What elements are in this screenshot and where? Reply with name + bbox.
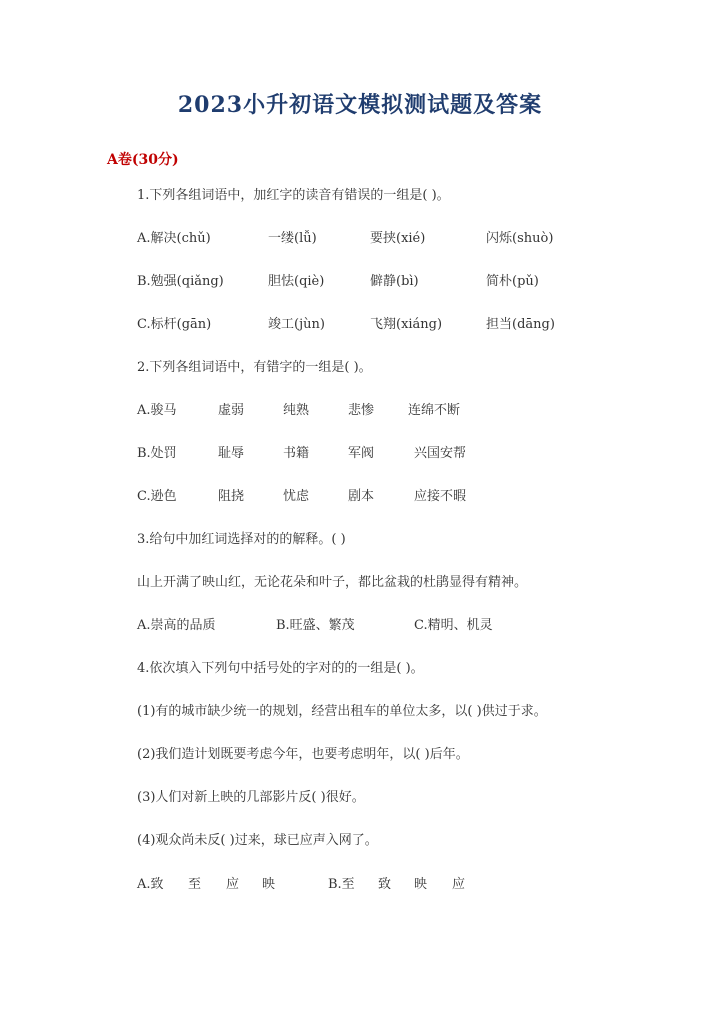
q4-stem: 4.依次填入下列句中括号处的字对的的一组是( )。	[137, 661, 424, 676]
q2-word: 应接不暇	[414, 489, 467, 504]
q4-option-b: 致	[378, 877, 392, 892]
q4-option-b: 应	[452, 877, 466, 892]
q3-option: A.崇高的品质	[137, 618, 216, 633]
q2-word: 兴国安帮	[414, 446, 467, 461]
q2-word: 耻辱	[218, 446, 245, 461]
q2-word: B.处罚	[137, 446, 177, 461]
q4-option-a: 至	[188, 877, 202, 892]
q1-option: 竣工(jùn)	[268, 317, 325, 332]
q1-option: 僻静(bì)	[370, 274, 419, 289]
q2-word: 忧虑	[283, 489, 310, 504]
q1-option: 飞翔(xiáng)	[370, 317, 443, 332]
q2-word: 阻挠	[218, 489, 245, 504]
q3-stem: 3.给句中加红词选择对的的解释。( )	[137, 532, 346, 547]
q1-option: A.解决(chǔ)	[137, 231, 211, 246]
q4-option-b: 映	[414, 877, 428, 892]
q3-option: B.旺盛、繁茂	[276, 618, 355, 633]
q2-word: 虚弱	[218, 403, 245, 418]
page-title: 2023小升初语文模拟测试题及答案	[177, 92, 543, 118]
q2-word: 军阀	[348, 446, 375, 461]
q4-item: (4)观众尚未反( )过来，球已应声入网了。	[137, 833, 378, 848]
q4-item: (2)我们造计划既要考虑今年，也要考虑明年，以( )后年。	[137, 747, 469, 762]
q2-word: 悲惨	[348, 403, 375, 418]
q2-word: 纯熟	[283, 403, 310, 418]
q1-option: 要挟(xié)	[370, 231, 426, 246]
q1-option: 一缕(lǚ)	[268, 231, 317, 246]
q2-word: 连绵不断	[408, 403, 461, 418]
q2-word: 剧本	[348, 489, 375, 504]
q1-option: B.勉强(qiǎng)	[137, 274, 224, 289]
q2-word: C.逊色	[137, 489, 177, 504]
q4-option-b: B.至	[328, 877, 355, 892]
q2-word: A.骏马	[137, 403, 177, 418]
q2-stem: 2.下列各组词语中，有错字的一组是( )。	[137, 360, 372, 375]
q2-word: 书籍	[283, 446, 310, 461]
q3-sentence: 山上开满了映山红，无论花朵和叶子，都比盆栽的杜鹃显得有精神。	[137, 575, 528, 590]
q4-option-a: A.致	[137, 877, 164, 892]
q4-item: (3)人们对新上映的几部影片反( )很好。	[137, 790, 365, 805]
q1-option: 简朴(pǔ)	[486, 274, 539, 289]
section-heading: A卷(30分)	[107, 152, 179, 168]
q3-option: C.精明、机灵	[414, 618, 493, 633]
q1-stem: 1.下列各组词语中，加红字的读音有错误的一组是( )。	[137, 188, 450, 203]
q4-item: (1)有的城市缺少统一的规划，经营出租车的单位太多，以( )供过于求。	[137, 704, 547, 719]
q1-option: 担当(dāng)	[486, 317, 555, 332]
q1-option: 闪烁(shuò)	[486, 231, 554, 246]
q1-option: 胆怯(qiè)	[268, 274, 325, 289]
q4-option-a: 应	[226, 877, 240, 892]
q1-option: C.标杆(gān)	[137, 317, 212, 332]
q4-option-a: 映	[262, 877, 276, 892]
